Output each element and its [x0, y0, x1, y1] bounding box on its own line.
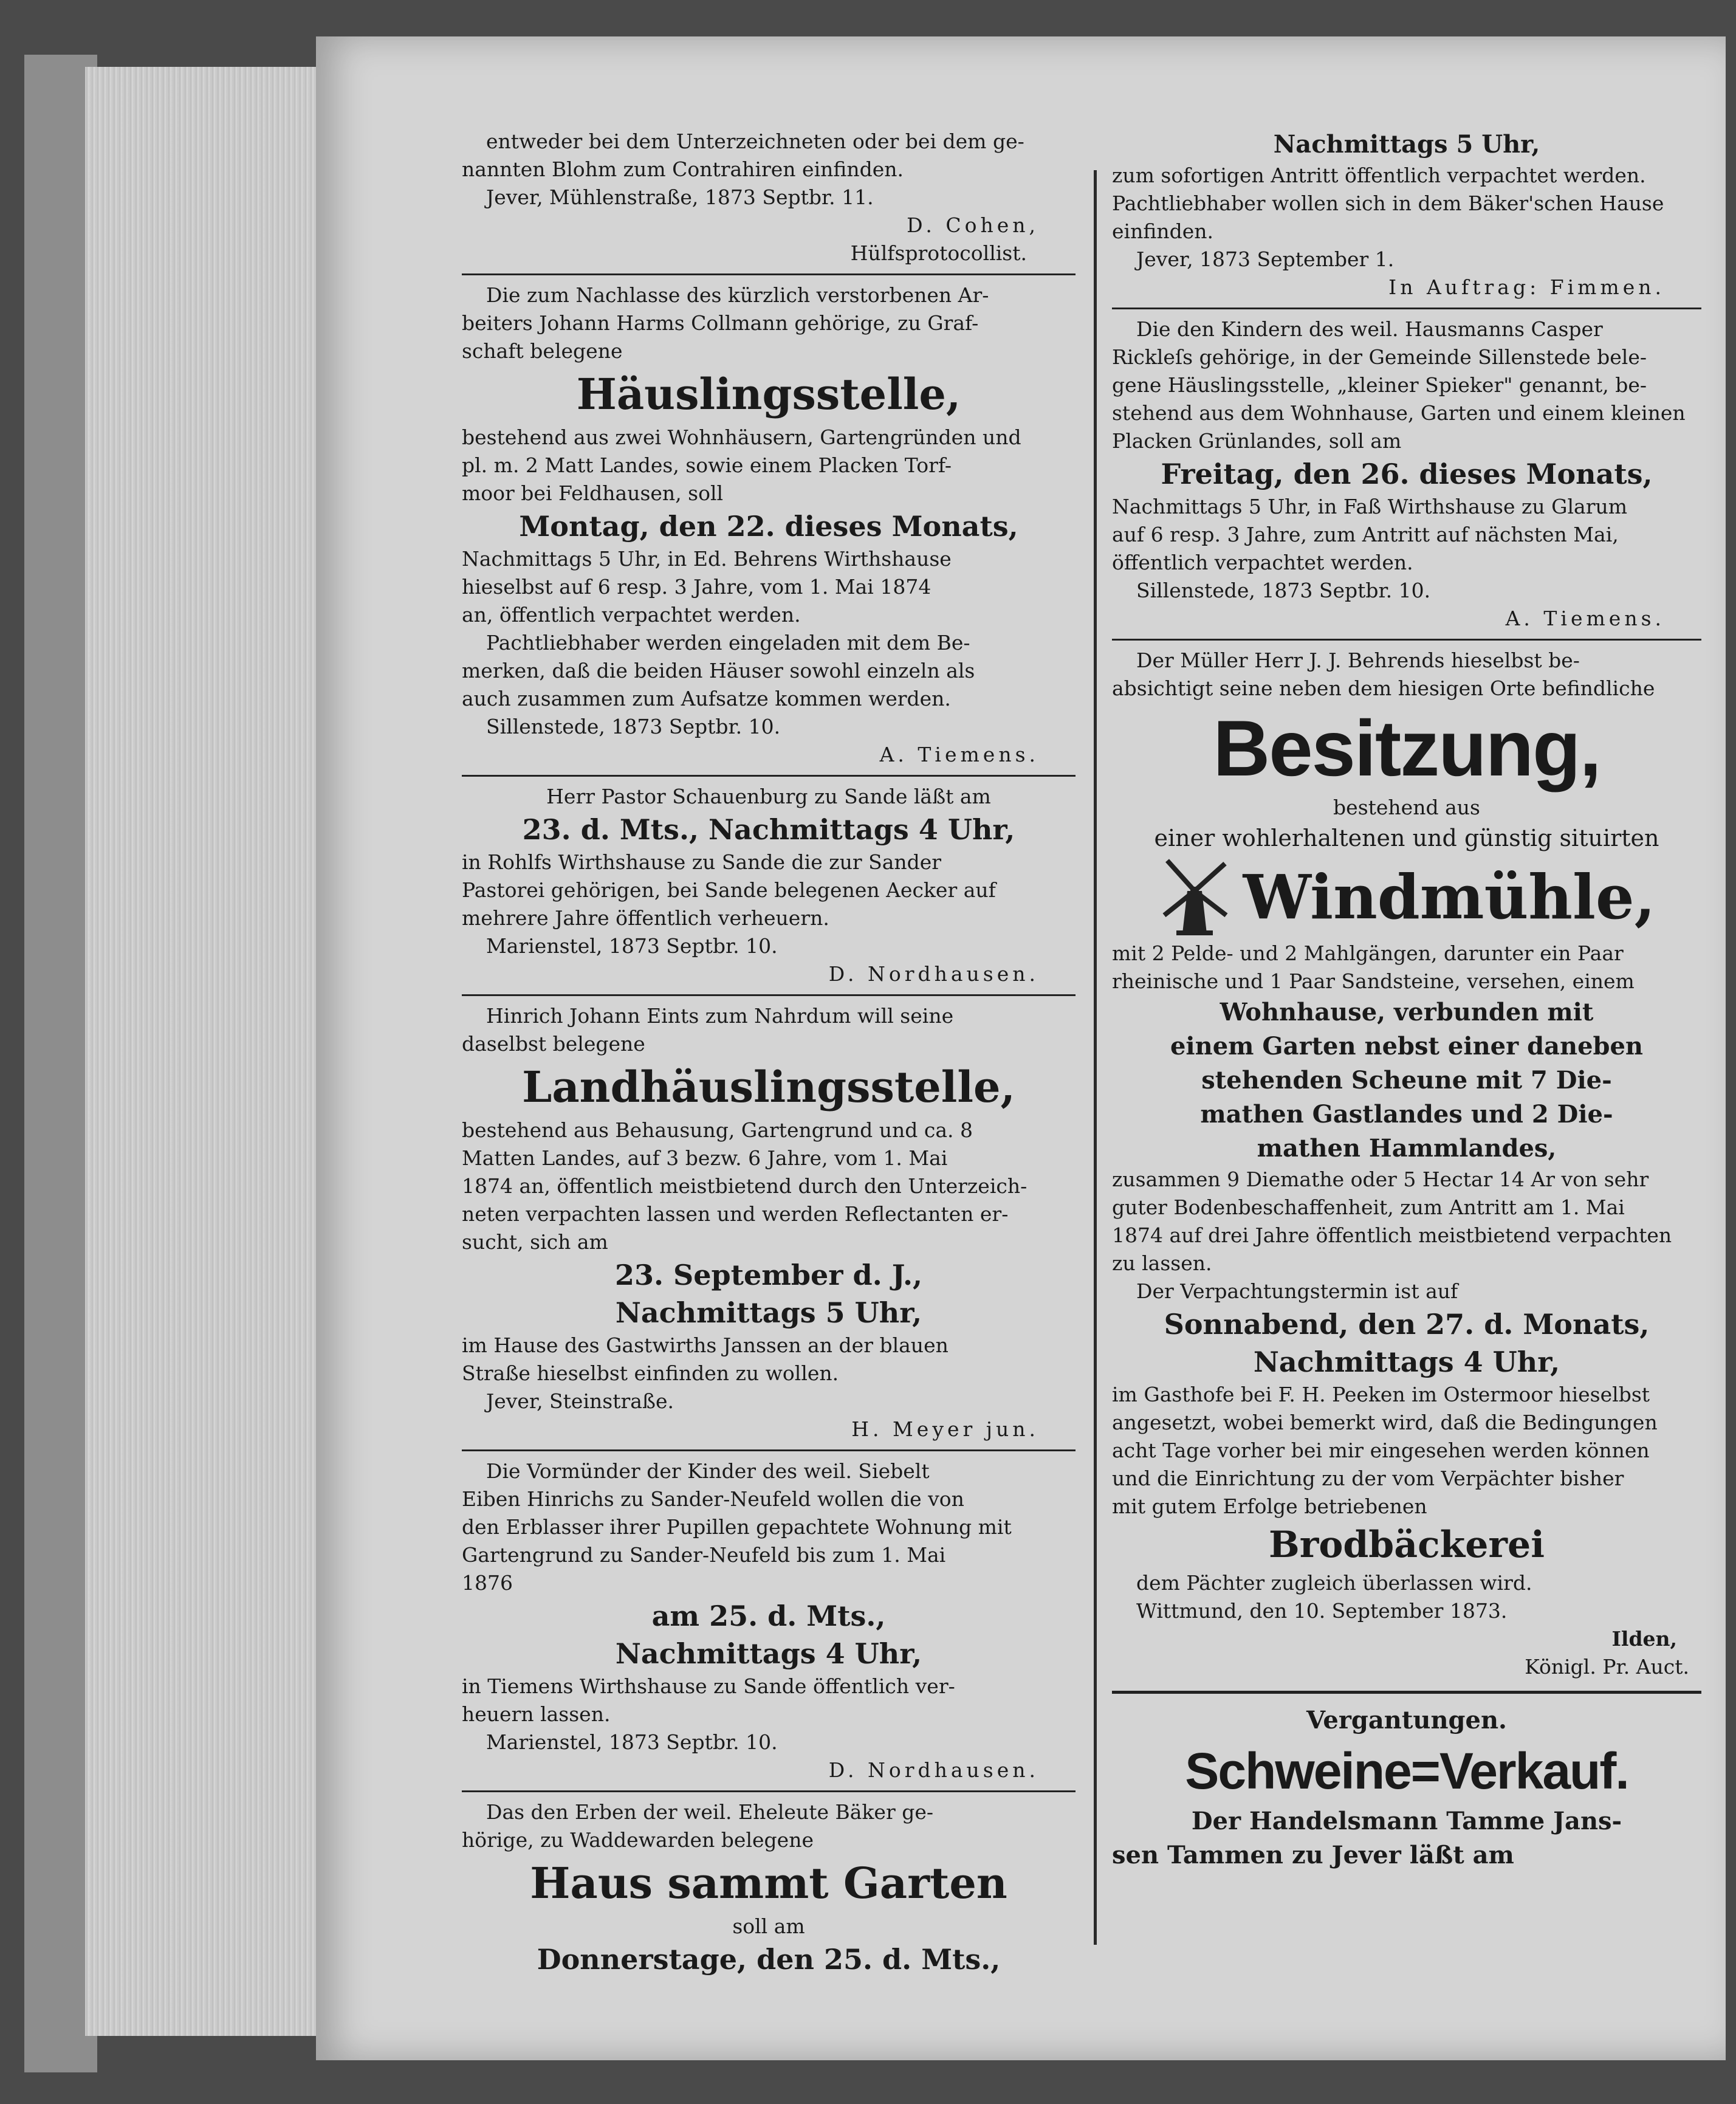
divider	[462, 1790, 1076, 1792]
windmill-icon	[1158, 854, 1231, 940]
text-line: Rickleſs gehörige, in der Gemeinde Sillenstede bele-	[1112, 345, 1647, 369]
text-line: 1874 an, öffentlich meistbietend durch den Unterzeich-	[462, 1174, 1028, 1198]
ad-date: Donnerstage, den 25. d. Mts.,	[537, 1943, 1001, 1976]
signature: D. Nordhausen.	[828, 1758, 1039, 1782]
text-line: rheinische und 1 Paar Sandsteine, versehen, einem	[1112, 969, 1635, 993]
text-line: Die zum Nachlasse des kürzlich verstorbenen Ar-	[486, 283, 989, 307]
text-line: den Erblasser ihrer Pupillen gepachtete Wohnung mit	[462, 1515, 1012, 1539]
text-line: stehend aus dem Wohnhause, Garten und einem kleinen	[1112, 401, 1686, 425]
text-line: Nachmittags 5 Uhr, in Ed. Behrens Wirthshause	[462, 547, 952, 571]
text-line: pl. m. 2 Matt Landes, sowie einem Placken Torf-	[462, 453, 952, 477]
text-line: auch zusammen zum Aufsatze kommen werden.	[462, 687, 951, 710]
text-line: nannten Blohm zum Contrahiren einfinden.	[462, 157, 904, 181]
text-line: Eiben Hinrichs zu Sander-Neufeld wollen die von	[462, 1487, 964, 1511]
ad-title: Häuslingsstelle,	[576, 369, 961, 419]
signature-title: Hülfsprotocollist.	[850, 241, 1027, 265]
text-line: im Gasthofe bei F. H. Peeken im Ostermoor hieselbst	[1112, 1383, 1650, 1406]
text-line: soll am	[732, 1914, 805, 1938]
ad-title: Besitzung,	[1213, 704, 1600, 792]
text-line: Wittmund, den 10. September 1873.	[1136, 1599, 1508, 1623]
ad-date: Sonnabend, den 27. d. Monats,	[1164, 1308, 1650, 1341]
text-line: einer wohlerhaltenen und günstig situirten	[1154, 825, 1659, 851]
text-line: zum sofortigen Antritt öffentlich verpachtet werden.	[1112, 163, 1646, 187]
text-line: öffentlich verpachtet werden.	[1112, 551, 1413, 574]
text-line: dem Pächter zugleich überlassen wird.	[1136, 1571, 1532, 1595]
ad-time: Nachmittags 5 Uhr,	[615, 1296, 922, 1329]
text-line: absichtigt seine neben dem hiesigen Orte befindliche	[1112, 676, 1655, 700]
text-line: Pachtliebhaber wollen sich in dem Bäker'schen Hause	[1112, 191, 1664, 215]
text-line: Placken Grünlandes, soll am	[1112, 429, 1402, 453]
text-line: Die Vormünder der Kinder des weil. Siebelt	[486, 1459, 930, 1483]
signature: D. Cohen,	[907, 213, 1039, 237]
text-line: bestehend aus zwei Wohnhäusern, Gartengründen und	[462, 425, 1021, 449]
ad-title: Schweine=Verkauf.	[1185, 1742, 1628, 1800]
page-edges	[85, 67, 340, 2036]
text-line: hieselbst auf 6 resp. 3 Jahre, vom 1. Mai 1874	[462, 575, 931, 599]
text-line: entweder bei dem Unterzeichneten oder bei dem ge-	[486, 129, 1024, 153]
text-line: Jever, 1873 September 1.	[1136, 247, 1395, 271]
text-line: mit 2 Pelde- und 2 Mahlgängen, darunter ein Paar	[1112, 941, 1624, 965]
ad-date: 23. d. Mts., Nachmittags 4 Uhr,	[522, 813, 1015, 846]
divider	[1112, 639, 1701, 641]
text-line: zusammen 9 Diemathe oder 5 Hectar 14 Ar von sehr	[1112, 1167, 1649, 1191]
text-line: 1874 auf drei Jahre öffentlich meistbietend verpachten	[1112, 1223, 1672, 1247]
signature: H. Meyer jun.	[851, 1417, 1039, 1441]
text-line: Sillenstede, 1873 Septbr. 10.	[1136, 579, 1431, 602]
text-line: zu lassen.	[1112, 1251, 1212, 1275]
text-line: daselbst belegene	[462, 1032, 645, 1056]
text-line: merken, daß die beiden Häuser sowohl einzeln als	[462, 659, 975, 682]
ad-date: am 25. d. Mts.,	[651, 1600, 886, 1632]
bold-line: sen Tammen zu Jever läßt am	[1112, 1841, 1514, 1869]
ad-title: Haus sammt Garten	[530, 1858, 1007, 1908]
bold-line: einem Garten nebst einer daneben	[1170, 1032, 1644, 1061]
text-line: Jever, Mühlenstraße, 1873 Septbr. 11.	[486, 185, 874, 209]
text-line: Straße hieselbst einfinden zu wollen.	[462, 1361, 839, 1385]
text-line: Pachtliebhaber werden eingeladen mit dem Be-	[486, 631, 970, 655]
ad-date: Montag, den 22. dieses Monats,	[519, 510, 1018, 543]
ad-title-bakery: Brodbäckerei	[1269, 1524, 1545, 1566]
text-line: Sillenstede, 1873 Septbr. 10.	[486, 715, 781, 738]
text-line: Nachmittags 5 Uhr, in Faß Wirthshause zu Glarum	[1112, 495, 1628, 518]
ad-title-windmill: Windmühle,	[1243, 861, 1656, 933]
text-line: gene Häuslingsstelle, „kleiner Spieker" genannt, be-	[1112, 373, 1647, 397]
ad-date: 23. September d. J.,	[615, 1259, 922, 1291]
text-line: einfinden.	[1112, 219, 1213, 243]
column-divider	[1094, 170, 1097, 1945]
text-line: Herr Pastor Schauenburg zu Sande läßt am	[546, 785, 991, 808]
section-divider	[1112, 1691, 1701, 1694]
text-line: bestehend aus	[1333, 796, 1480, 819]
divider	[462, 1449, 1076, 1451]
text-line: Jever, Steinstraße.	[486, 1389, 674, 1413]
ad-title: Landhäuslingsstelle,	[522, 1062, 1015, 1112]
text-line: moor bei Feldhausen, soll	[462, 481, 724, 505]
bold-line: Wohnhause, verbunden mit	[1220, 998, 1594, 1026]
text-line: beiters Johann Harms Collmann gehörige, zu Graf-	[462, 311, 979, 335]
signature: A. Tiemens.	[1505, 607, 1665, 630]
text-line: Das den Erben der weil. Eheleute Bäker ge-	[486, 1800, 934, 1824]
text-line: bestehend aus Behausung, Gartengrund und ca. 8	[462, 1118, 973, 1142]
divider	[462, 994, 1076, 996]
left-column	[462, 128, 1076, 1978]
signature: Ilden,	[1611, 1627, 1677, 1651]
ad-date: Freitag, den 26. dieses Monats,	[1161, 458, 1653, 490]
text-line: sucht, sich am	[462, 1230, 608, 1254]
signature-title: Königl. Pr. Auct.	[1525, 1655, 1689, 1679]
text-line: mit gutem Erfolge betriebenen	[1112, 1494, 1427, 1518]
text-line: angesetzt, wobei bemerkt wird, daß die Bedingungen	[1112, 1411, 1658, 1434]
windmill-heading	[1112, 854, 1701, 940]
signature: In Auftrag: Fimmen.	[1388, 275, 1665, 299]
text-line: im Hause des Gastwirths Janssen an der blauen	[462, 1333, 949, 1357]
text-line: in Rohlfs Wirthshause zu Sande die zur Sander	[462, 850, 942, 874]
text-line: Die den Kindern des weil. Hausmanns Casper	[1136, 317, 1603, 341]
text-line: in Tiemens Wirthshause zu Sande öffentlich ver-	[462, 1674, 955, 1698]
text-line: Matten Landes, auf 3 bezw. 6 Jahre, vom 1. Mai	[462, 1146, 948, 1170]
text-line: Gartengrund zu Sander-Neufeld bis zum 1. Mai	[462, 1543, 946, 1567]
signature: A. Tiemens.	[879, 743, 1039, 766]
bold-line: stehenden Scheune mit 7 Die-	[1201, 1066, 1612, 1095]
text-line: schaft belegene	[462, 339, 623, 363]
ad-time: Nachmittags 4 Uhr,	[1253, 1346, 1560, 1378]
ad-time: Nachmittags 4 Uhr,	[615, 1637, 922, 1670]
text-line: und die Einrichtung zu der vom Verpächter bisher	[1112, 1466, 1624, 1490]
text-line: 1876	[462, 1571, 513, 1595]
text-line: auf 6 resp. 3 Jahre, zum Antritt auf nächsten Mai,	[1112, 523, 1619, 546]
text-line: hörige, zu Waddewarden belegene	[462, 1828, 814, 1852]
text-line: Hinrich Johann Eints zum Nahrdum will seine	[486, 1004, 954, 1028]
divider	[462, 775, 1076, 777]
text-line: Der Verpachtungstermin ist auf	[1136, 1279, 1458, 1303]
text-line: Der Müller Herr J. J. Behrends hieselbst be-	[1136, 648, 1580, 672]
text-line: mehrere Jahre öffentlich verheuern.	[462, 906, 829, 930]
right-column	[1112, 128, 1701, 1872]
text-line: Marienstel, 1873 Septbr. 10.	[486, 934, 778, 958]
bold-line: mathen Gastlandes und 2 Die-	[1200, 1100, 1613, 1129]
text-line: an, öffentlich verpachtet werden.	[462, 603, 801, 627]
divider	[462, 273, 1076, 275]
ad-time: Nachmittags 5 Uhr,	[1273, 130, 1540, 159]
text-line: heuern lassen.	[462, 1702, 611, 1726]
signature: D. Nordhausen.	[828, 962, 1039, 986]
text-line: guter Bodenbeschaffenheit, zum Antritt am 1. Mai	[1112, 1195, 1625, 1219]
bold-line: mathen Hammlandes,	[1257, 1134, 1557, 1163]
bold-line: Der Handelsmann Tamme Jans-	[1191, 1807, 1622, 1835]
section-heading: Vergantungen.	[1306, 1706, 1507, 1734]
text-line: Marienstel, 1873 Septbr. 10.	[486, 1730, 778, 1754]
text-line: neten verpachten lassen und werden Reflectanten er-	[462, 1202, 1009, 1226]
divider	[1112, 308, 1701, 309]
text-line: Pastorei gehörigen, bei Sande belegenen Aecker auf	[462, 878, 996, 902]
text-line: acht Tage vorher bei mir eingesehen werden können	[1112, 1439, 1650, 1462]
